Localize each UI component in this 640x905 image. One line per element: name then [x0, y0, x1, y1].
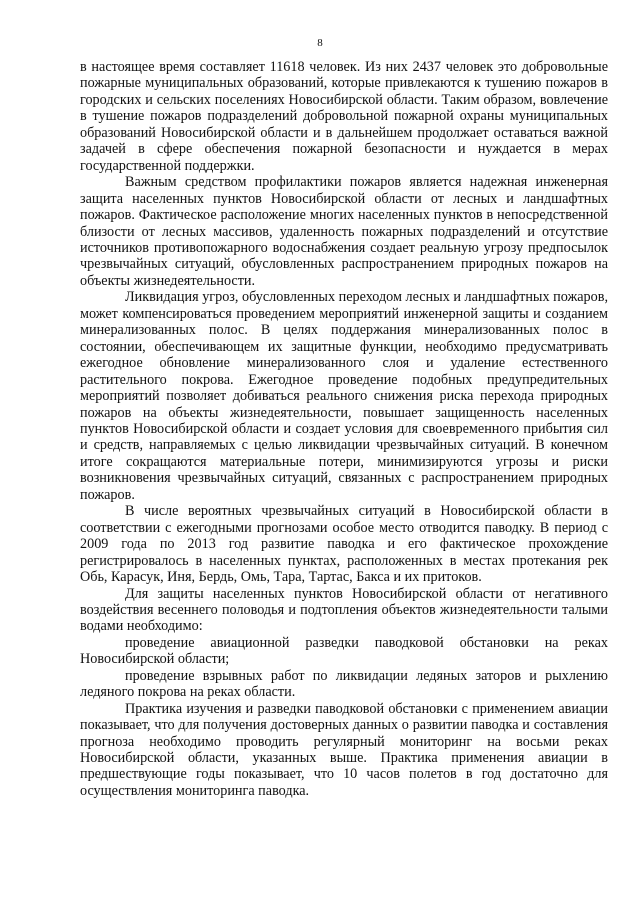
paragraph-mineralized-strips: Ликвидация угроз, обусловленных переходом лесных и ландшафтных пожаров, может компенсироваться проведением мероприятий инженерной защиты и созданием минерализованных полос. В целях поддержания минерализованных полос в состоянии, обеспечивающем их защитные функции, необходимо предусматривать ежегодное обновление минерализованного слоя и удаление естественного растительного покрова. Ежегодное проведение подобных предупредительных мероприятий позволяет добиваться реального снижения риска перехода природных пожаров на объекты жизнедеятельности, повышает защищенность населенных пунктов Новосибирской области и создает условия для своевременного прибытия сил и средств, направляемых с целью ликвидации чрезвычайных ситуаций. В конечном итоге сокращаются материальные потери, минимизируются угрозы и риски возникновения чрезвычайных ситуаций, связанных с распространением природных пожаров. — [80, 289, 608, 503]
paragraph-engineering-protection: Важным средством профилактики пожаров является надежная инженерная защита населенных пунктов Новосибирской области от лесных и ландшафтных пожаров. Фактическое расположение многих населенных пунктов в непосредственной близости от лесных массивов, удаленность пожарных подразделений и отсутствие источников противопожарного водоснабжения создает реальную угрозу предпосылок чрезвычайных ситуаций, обусловленных распространением природных пожаров на объекты жизнедеятельности. — [80, 174, 608, 289]
list-item-ice-blasting: проведение взрывных работ по ликвидации ледяных заторов и рыхлению ледяного покрова на реках области. — [80, 667, 608, 701]
paragraph-flood-forecast: В числе вероятных чрезвычайных ситуаций в Новосибирской области в соответствии с ежегодными прогнозами особое место отводится паводку. В период с 2009 года по 2013 год развитие паводка и его фактическое прохождение регистрировалось в населенных пунктах, расположенных в местах протекания рек Обь, Карасук, Иня, Бердь, Омь, Тара, Тартас, Бакса и их притоков. — [80, 503, 608, 586]
page-number: 8 — [317, 37, 323, 49]
paragraph-aviation-monitoring: Практика изучения и разведки паводковой обстановки с применением авиации показывает, что для получения достоверных данных о развитии паводка и составления прогноза необходимо проводить регулярный мониторинг на восьми реках Новосибирской области, указанных выше. Практика применения авиации в предшествующие годы показывает, что 10 часов полетов в год достаточно для осуществления мониторинга паводка. — [80, 700, 608, 799]
document-body — [80, 59, 608, 799]
paragraph-volunteer-firefighters: в настоящее время составляет 11618 человек. Из них 2437 человек это добровольные пожарные муниципальных образований, которые привлекаются к тушению пожаров в городских и сельских поселениях Новосибирской области. Таким образом, вовлечение в тушение пожаров подразделений добровольной пожарной охраны муниципальных образований Новосибирской области и в дальнейшем продолжает оставаться важной задачей в сфере обеспечения пожарной безопасности и нуждается в мерах государственной поддержки. — [80, 59, 608, 174]
paragraph-flood-protection-intro: Для защиты населенных пунктов Новосибирской области от негативного воздействия весеннего половодья и подтопления объектов жизнедеятельности талыми водами необходимо: — [80, 585, 608, 635]
list-item-aerial-reconnaissance: проведение авиационной разведки паводковой обстановки на реках Новосибирской области; — [80, 634, 608, 668]
